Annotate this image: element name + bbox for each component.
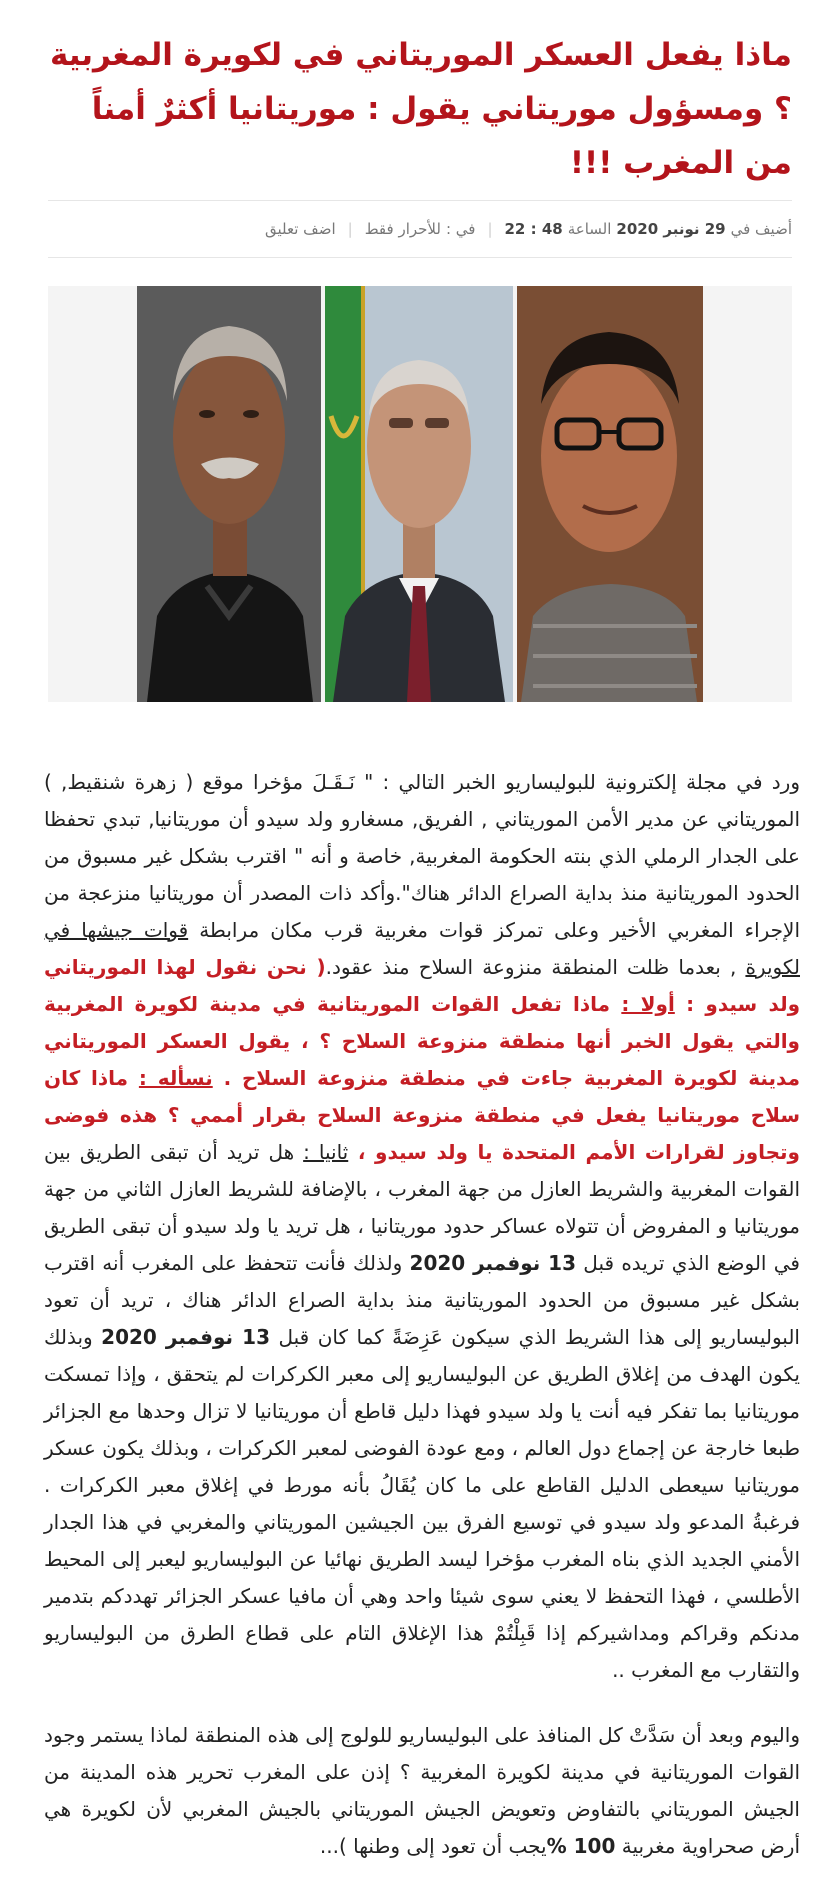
point-label-second: ثانيا :	[303, 1140, 349, 1164]
paragraph-text: وبذلك يكون الهدف من إغلاق الطريق عن البوليساريو إلى معبر الكركرات لم يتحقق ، وإذا تمسكت موريتانيا بما تفكر فيه أنت يا ولد سيدو فهذا دليل قاطع أن موريتانيا لا تزال وحدها مع الجزائر طبعا خارجة عن إجماع دول العالم ، ومع عودة الفوضى لمعبر الكركرات ، وبذلك يكون عسكر موريتانيا سيعطى الدليل القاطع على ما كان يُقَالُ بأنه مورط في إغلاق معبر الكركرات . فرغبةُ المدعو ولد سيدو في توسيع الفرق بين الجيشين الموريتاني والمغربي في هذا الجدار الأمني الجديد الذي بناه المغرب مؤخرا ليسد الطريق نهائيا عن البوليساريو ليعبر إلى المحيط الأطلسي ، فهذا التحفظ لا يعني سوى شيئا واحد وهي أن مافيا عسكر الجزائر تهددكم بتدمير مدنكم وقراكم ومداشيركم إذا قَبِلْتُمْ هذا الإغلاق التام على قطاع الطرق من البوليساريو والتقارب مع المغرب ..	[44, 1325, 800, 1682]
highlighted-reply-text: ( نحن نقول لهذا الموريتاني ولد سيدو :	[44, 955, 801, 1016]
portrait-right	[517, 286, 703, 702]
article-meta-bar	[48, 200, 792, 258]
paragraph-text: يجب أن تعود إلى وطنها )...	[319, 1834, 547, 1858]
portrait-collage-image	[137, 286, 703, 702]
article-paragraph	[44, 764, 800, 1689]
meta-category	[353, 220, 488, 238]
paragraph-text: , بعدما ظلت المنطقة منزوعة السلاح منذ عقود.	[325, 955, 746, 979]
portrait-middle	[325, 286, 513, 702]
article-photo	[48, 286, 792, 702]
point-label-ask: نسأله :	[138, 1066, 213, 1090]
article-body	[44, 764, 800, 1865]
meta-added-prefix: أضيف في	[730, 220, 792, 238]
paragraph-text: هل تريد أن تبقى الطريق بين القوات المغربية والشريط العازل من جهة المغرب ، بالإضافة للشريط العازل الثاني من جهة موريتانيا و المفروض أن تتولاه عساكر حدود موريتانيا ، هل تريد يا ولد سيدو أن تبقى الطريق في الوضع الذي تريده قبل	[44, 1140, 800, 1275]
article-paragraph	[44, 1717, 800, 1865]
meta-date-value: 29 نونبر 2020	[616, 220, 726, 238]
meta-comment	[253, 220, 348, 238]
add-comment-link[interactable]: اضف تعليق	[265, 220, 336, 238]
underlined-phrase: قوات جيشها في لكويرة	[44, 918, 800, 979]
date-emphasis: 13 نوفمبر 2020	[409, 1251, 576, 1275]
point-label-first: أولا :	[621, 992, 675, 1016]
paragraph-text: واليوم وبعد أن سَدَّتْ كل المنافذ على البوليساريو للولوج إلى هذه المنطقة لماذا يستمر وجود القوات الموريتانية في مدينة لكويرة المغربية ؟ إذن على المغرب تحرير هذه المدينة من الجيش الموريتاني بالتفاوض وتعويض الجيش الموريتاني بالجيش المغربي لأن لكويرة هي أرض صحراوية مغربية	[44, 1723, 800, 1858]
meta-category-link[interactable]: للأحرار فقط	[364, 220, 441, 238]
percent-emphasis: 100 %	[546, 1834, 616, 1858]
article-title: ماذا يفعل العسكر الموريتاني في لكويرة المغربية ؟ ومسؤول موريتاني يقول : موريتانيا أكثرٌ أمناً من المغرب !!!	[49, 37, 792, 181]
meta-time-label: الساعة	[567, 220, 612, 238]
meta-category-prefix: في :	[445, 220, 476, 238]
meta-separator: |	[487, 220, 493, 238]
meta-time-value: 48 : 22	[504, 220, 563, 238]
paragraph-text: ولذلك فأنت تتحفظ على المغرب أنه اقترب بشكل غير مسبوق من الحدود الموريتانية منذ بداية الصراع الدائر هناك ، تريد أن تعود البوليساريو إلى هذا الشريط الذي سيكون عَزِضَةً كما كان قبل	[44, 1251, 800, 1349]
meta-separator: |	[347, 220, 353, 238]
paragraph-text: ورد في مجلة إلكترونية للبوليساريو الخبر التالي : " نَـقَـلَ مؤخرا موقع ( زهرة شنقيط, ) الموريتاني عن مدير الأمن الموريتاني , الفريق, مسغارو ولد سيدو أن موريتانيا, تبدي تحفظا على الجدار الرملي الذي بنته الحكومة المغربية, خاصة و أنه " اقترب بشكل غير مسبوق من الحدود الموريتانية منذ بداية الصراع الدائر هناك".وأكد ذات المصدر أن موريتانيا منزعجة من الإجراء المغربي الأخير وعلى تمركز قوات مغربية قرب مكان مرابطة	[44, 770, 800, 942]
highlighted-reply-text: ماذا تفعل القوات الموريتانية في مدينة لكويرة المغربية والتي يقول الخبر أنها منطقة منزوعة السلاح ؟ ، يقول العسكر الموريتاني مدينة لكويرة المغربية جاءت في منطقة منزوعة السلاح .	[44, 992, 800, 1090]
highlighted-reply-text: ماذا كان سلاح موريتانيا يفعل في منطقة منزوعة السلاح بقرار أممي ؟ هذه فوضى وتجاوز لقرارات الأمم المتحدة يا ولد سيدو ،	[44, 1066, 800, 1164]
portrait-left	[137, 286, 321, 702]
date-emphasis: 13 نوفمبر 2020	[101, 1325, 270, 1349]
meta-date	[493, 220, 793, 238]
